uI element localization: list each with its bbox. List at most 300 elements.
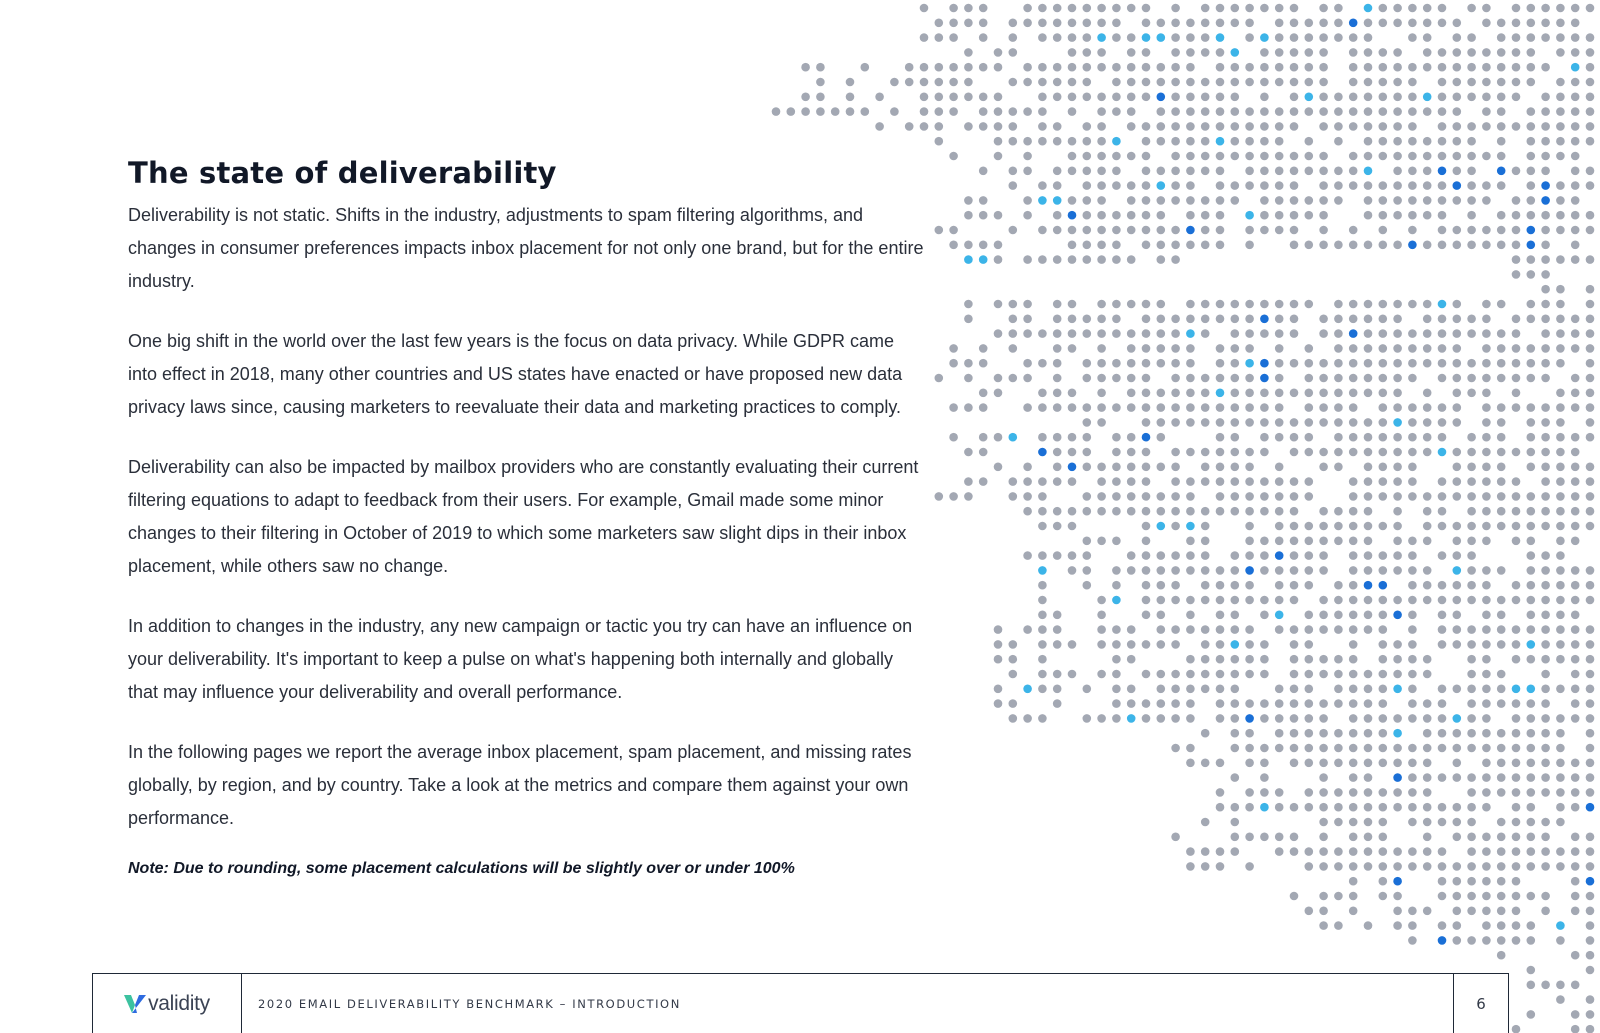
map-dot (1231, 611, 1240, 620)
map-dot (1541, 640, 1550, 649)
map-dot (1453, 448, 1462, 457)
map-dot (1393, 803, 1402, 812)
map-dot (1393, 788, 1402, 797)
map-dot (1186, 389, 1195, 398)
map-dot (1482, 566, 1491, 575)
map-dot (1334, 93, 1343, 102)
map-dot (1319, 759, 1328, 768)
map-dot (1541, 566, 1550, 575)
map-dot (1349, 107, 1358, 116)
map-dot (1171, 477, 1180, 486)
map-dot (1556, 48, 1565, 57)
map-dot (801, 93, 810, 102)
map-dot (1097, 107, 1106, 116)
map-dot (1586, 463, 1595, 472)
map-dot (1083, 181, 1092, 190)
map-dot (1364, 241, 1373, 250)
map-dot (1157, 137, 1166, 146)
map-dot (1571, 122, 1580, 131)
map-dot (1038, 93, 1047, 102)
map-dot (1231, 847, 1240, 856)
map-dot (1556, 300, 1565, 309)
map-dot (1083, 48, 1092, 57)
map-dot (1112, 181, 1121, 190)
map-dot (1364, 418, 1373, 427)
map-dot (1393, 167, 1402, 176)
map-dot (1512, 63, 1521, 72)
map-dot (1379, 492, 1388, 501)
map-dot (1201, 48, 1210, 57)
map-dot (1290, 833, 1299, 842)
map-dot (1053, 611, 1062, 620)
map-dot (1068, 93, 1077, 102)
map-dot (1023, 19, 1032, 28)
map-dot (1423, 433, 1432, 442)
map-dot (1319, 611, 1328, 620)
map-dot (1497, 685, 1506, 694)
map-dot (1497, 241, 1506, 250)
map-dot (1038, 359, 1047, 368)
map-dot (964, 4, 973, 13)
map-dot (1127, 463, 1136, 472)
map-dot (1453, 877, 1462, 886)
map-dot (1364, 847, 1373, 856)
map-dot (1097, 492, 1106, 501)
map-dot (1438, 877, 1447, 886)
map-dot (1023, 551, 1032, 560)
map-dot (1482, 507, 1491, 516)
map-dot (1364, 699, 1373, 708)
map-dot (1127, 93, 1136, 102)
map-dot (1527, 788, 1536, 797)
map-dot (1438, 507, 1447, 516)
map-dot (1586, 773, 1595, 782)
map-dot (1171, 374, 1180, 383)
map-dot (1541, 329, 1550, 338)
map-dot (1438, 729, 1447, 738)
map-dot (1379, 63, 1388, 72)
map-dot (1527, 759, 1536, 768)
map-dot (1127, 33, 1136, 42)
map-dot (1393, 477, 1402, 486)
validity-v-icon (124, 995, 146, 1013)
map-dot (1038, 122, 1047, 131)
map-dot (1467, 181, 1476, 190)
map-dot (1231, 300, 1240, 309)
map-dot (1453, 137, 1462, 146)
map-dot (1482, 433, 1491, 442)
map-dot (1364, 33, 1373, 42)
map-dot (1275, 788, 1284, 797)
map-dot (1275, 611, 1284, 620)
map-dot (1083, 241, 1092, 250)
map-dot (1541, 596, 1550, 605)
map-dot (1186, 329, 1195, 338)
map-dot (1497, 93, 1506, 102)
map-dot (1038, 63, 1047, 72)
map-dot (1497, 211, 1506, 220)
map-dot (1290, 433, 1299, 442)
map-dot (935, 19, 944, 28)
map-dot (1467, 433, 1476, 442)
map-dot (1186, 315, 1195, 324)
map-dot (1586, 833, 1595, 842)
map-dot (1319, 329, 1328, 338)
map-dot (1527, 19, 1536, 28)
map-dot (1260, 611, 1269, 620)
map-dot (1231, 196, 1240, 205)
map-dot (1408, 581, 1417, 590)
map-dot (1305, 522, 1314, 531)
map-dot (1571, 833, 1580, 842)
map-dot (1245, 625, 1254, 634)
map-dot (1393, 537, 1402, 546)
map-dot (1571, 152, 1580, 161)
map-dot (1423, 344, 1432, 353)
map-dot (1467, 818, 1476, 827)
map-dot (1364, 492, 1373, 501)
map-dot (1290, 167, 1299, 176)
map-dot (1541, 744, 1550, 753)
map-dot (1068, 477, 1077, 486)
map-dot (1171, 315, 1180, 324)
map-dot (1408, 788, 1417, 797)
map-dot (1379, 4, 1388, 13)
map-dot (1453, 921, 1462, 930)
map-dot (1216, 670, 1225, 679)
map-dot (1379, 714, 1388, 723)
map-dot (1083, 315, 1092, 324)
map-dot (1541, 19, 1550, 28)
map-dot (1068, 211, 1077, 220)
map-dot (1231, 744, 1240, 753)
map-dot (1586, 759, 1595, 768)
map-dot (994, 63, 1003, 72)
map-dot (1142, 611, 1151, 620)
map-dot (1231, 477, 1240, 486)
map-dot (1275, 507, 1284, 516)
map-dot (1556, 759, 1565, 768)
map-dot (1201, 537, 1210, 546)
map-dot (1453, 773, 1462, 782)
map-dot (1586, 285, 1595, 294)
map-dot (1201, 167, 1210, 176)
map-dot (1334, 448, 1343, 457)
map-dot (1319, 596, 1328, 605)
map-dot (1586, 847, 1595, 856)
map-dot (1527, 433, 1536, 442)
map-dot (1364, 167, 1373, 176)
map-dot (979, 403, 988, 412)
map-dot (1364, 818, 1373, 827)
map-dot (1571, 226, 1580, 235)
map-dot (1023, 137, 1032, 146)
map-dot (979, 63, 988, 72)
map-dot (1231, 566, 1240, 575)
map-dot (1364, 63, 1373, 72)
map-dot (1556, 463, 1565, 472)
map-dot (1231, 448, 1240, 457)
map-dot (1527, 374, 1536, 383)
map-dot (1512, 537, 1521, 546)
map-dot (1571, 581, 1580, 590)
map-dot (1186, 596, 1195, 605)
map-dot (1305, 93, 1314, 102)
map-dot (1379, 389, 1388, 398)
map-dot (1453, 122, 1462, 131)
map-dot (1334, 433, 1343, 442)
map-dot (1571, 862, 1580, 871)
map-dot (1497, 329, 1506, 338)
map-dot (1453, 685, 1462, 694)
map-dot (1349, 122, 1358, 131)
map-dot (1586, 137, 1595, 146)
map-dot (1290, 581, 1299, 590)
map-dot (1453, 329, 1462, 338)
map-dot (1541, 759, 1550, 768)
map-dot (1023, 625, 1032, 634)
map-dot (1512, 640, 1521, 649)
map-dot (1319, 33, 1328, 42)
map-dot (1541, 167, 1550, 176)
map-dot (1512, 818, 1521, 827)
map-dot (1364, 551, 1373, 560)
map-dot (1497, 63, 1506, 72)
map-dot (935, 374, 944, 383)
map-dot (1512, 685, 1521, 694)
map-dot (1556, 566, 1565, 575)
map-dot (1245, 33, 1254, 42)
map-dot (1260, 788, 1269, 797)
map-dot (964, 403, 973, 412)
map-dot (1157, 33, 1166, 42)
map-dot (1527, 596, 1536, 605)
map-dot (1334, 344, 1343, 353)
map-dot (1009, 300, 1018, 309)
map-dot (1319, 403, 1328, 412)
map-dot (1053, 315, 1062, 324)
map-dot (1245, 551, 1254, 560)
map-dot (1171, 241, 1180, 250)
map-dot (1245, 699, 1254, 708)
map-dot (1186, 181, 1195, 190)
map-dot (1379, 729, 1388, 738)
map-dot (1290, 315, 1299, 324)
map-dot (1275, 63, 1284, 72)
map-dot (1467, 389, 1476, 398)
map-dot (1068, 315, 1077, 324)
map-dot (1571, 374, 1580, 383)
map-dot (1393, 418, 1402, 427)
map-dot (1467, 167, 1476, 176)
map-dot (1231, 344, 1240, 353)
map-dot (1364, 300, 1373, 309)
map-dot (1275, 107, 1284, 116)
map-dot (1571, 241, 1580, 250)
map-dot (1527, 226, 1536, 235)
map-dot (1083, 19, 1092, 28)
map-dot (1260, 4, 1269, 13)
map-dot (1245, 122, 1254, 131)
map-dot (1512, 833, 1521, 842)
map-dot (1097, 181, 1106, 190)
map-dot (1423, 403, 1432, 412)
map-dot (1038, 33, 1047, 42)
map-dot (1112, 19, 1121, 28)
map-dot (1112, 93, 1121, 102)
map-dot (1541, 359, 1550, 368)
map-dot (1009, 433, 1018, 442)
map-dot (1349, 773, 1358, 782)
map-dot (1216, 211, 1225, 220)
map-dot (1334, 196, 1343, 205)
map-dot (1127, 152, 1136, 161)
map-dot (1364, 181, 1373, 190)
map-dot (1216, 640, 1225, 649)
map-dot (1571, 566, 1580, 575)
map-dot (1364, 315, 1373, 324)
map-dot (1586, 744, 1595, 753)
map-dot (1068, 63, 1077, 72)
map-dot (1541, 655, 1550, 664)
map-dot (1379, 403, 1388, 412)
map-dot (1023, 403, 1032, 412)
map-dot (1231, 507, 1240, 516)
map-dot (1438, 522, 1447, 531)
map-dot (1009, 78, 1018, 87)
map-dot (1393, 63, 1402, 72)
map-dot (1157, 226, 1166, 235)
map-dot (905, 63, 914, 72)
map-dot (1127, 699, 1136, 708)
map-dot (1393, 19, 1402, 28)
map-dot (1527, 344, 1536, 353)
map-dot (1290, 507, 1299, 516)
map-dot (979, 4, 988, 13)
map-dot (1334, 625, 1343, 634)
map-dot (1349, 152, 1358, 161)
map-dot (1009, 670, 1018, 679)
map-dot (1556, 226, 1565, 235)
map-dot (1393, 433, 1402, 442)
map-dot (935, 107, 944, 116)
map-dot (1586, 329, 1595, 338)
map-dot (1408, 744, 1417, 753)
map-dot (1438, 892, 1447, 901)
map-dot (1245, 655, 1254, 664)
map-dot (1527, 833, 1536, 842)
map-dot (1009, 315, 1018, 324)
map-dot (1467, 581, 1476, 590)
map-dot (1379, 862, 1388, 871)
map-dot (772, 107, 781, 116)
map-dot (1364, 137, 1373, 146)
map-dot (1157, 329, 1166, 338)
map-dot (1527, 685, 1536, 694)
map-dot (1586, 167, 1595, 176)
map-dot (1112, 33, 1121, 42)
map-dot (1393, 344, 1402, 353)
map-dot (1260, 803, 1269, 812)
map-dot (1393, 907, 1402, 916)
map-dot (1467, 477, 1476, 486)
map-dot (1231, 596, 1240, 605)
map-dot (1023, 107, 1032, 116)
map-dot (1393, 78, 1402, 87)
map-dot (1423, 773, 1432, 782)
map-dot (861, 63, 870, 72)
map-dot (1408, 93, 1417, 102)
map-dot (1556, 625, 1565, 634)
map-dot (1171, 640, 1180, 649)
map-dot (1438, 625, 1447, 634)
map-dot (1142, 403, 1151, 412)
map-dot (979, 448, 988, 457)
map-dot (1423, 448, 1432, 457)
map-dot (1038, 181, 1047, 190)
map-dot (1541, 892, 1550, 901)
map-dot (1290, 699, 1299, 708)
map-dot (1157, 181, 1166, 190)
map-dot (1571, 403, 1580, 412)
map-dot (1201, 329, 1210, 338)
map-dot (1482, 107, 1491, 116)
map-dot (1408, 596, 1417, 605)
map-dot (1556, 551, 1565, 560)
map-dot (1142, 78, 1151, 87)
map-dot (1586, 433, 1595, 442)
map-dot (1083, 492, 1092, 501)
map-dot (1305, 729, 1314, 738)
map-dot (1393, 729, 1402, 738)
map-dot (1097, 418, 1106, 427)
map-dot (1334, 300, 1343, 309)
map-dot (1245, 522, 1254, 531)
map-dot (1438, 492, 1447, 501)
map-dot (1527, 63, 1536, 72)
map-dot (1053, 4, 1062, 13)
map-dot (1541, 862, 1550, 871)
map-dot (1319, 507, 1328, 516)
map-dot (1349, 788, 1358, 797)
map-dot (1245, 729, 1254, 738)
map-dot (1408, 196, 1417, 205)
map-dot (1201, 818, 1210, 827)
map-dot (1423, 33, 1432, 42)
map-dot (1349, 226, 1358, 235)
map-dot (964, 374, 973, 383)
map-dot (1364, 196, 1373, 205)
map-dot (1423, 788, 1432, 797)
map-dot (1349, 492, 1358, 501)
map-dot (1290, 63, 1299, 72)
map-dot (1319, 566, 1328, 575)
map-dot (994, 93, 1003, 102)
map-dot (1305, 759, 1314, 768)
map-dot (1453, 611, 1462, 620)
map-dot (1245, 137, 1254, 146)
map-dot (979, 93, 988, 102)
map-dot (1319, 226, 1328, 235)
map-dot (1319, 374, 1328, 383)
map-dot (1275, 477, 1284, 486)
map-dot (1290, 729, 1299, 738)
map-dot (1571, 78, 1580, 87)
map-dot (1275, 596, 1284, 605)
map-dot (1186, 862, 1195, 871)
map-dot (1423, 714, 1432, 723)
map-dot (1379, 788, 1388, 797)
